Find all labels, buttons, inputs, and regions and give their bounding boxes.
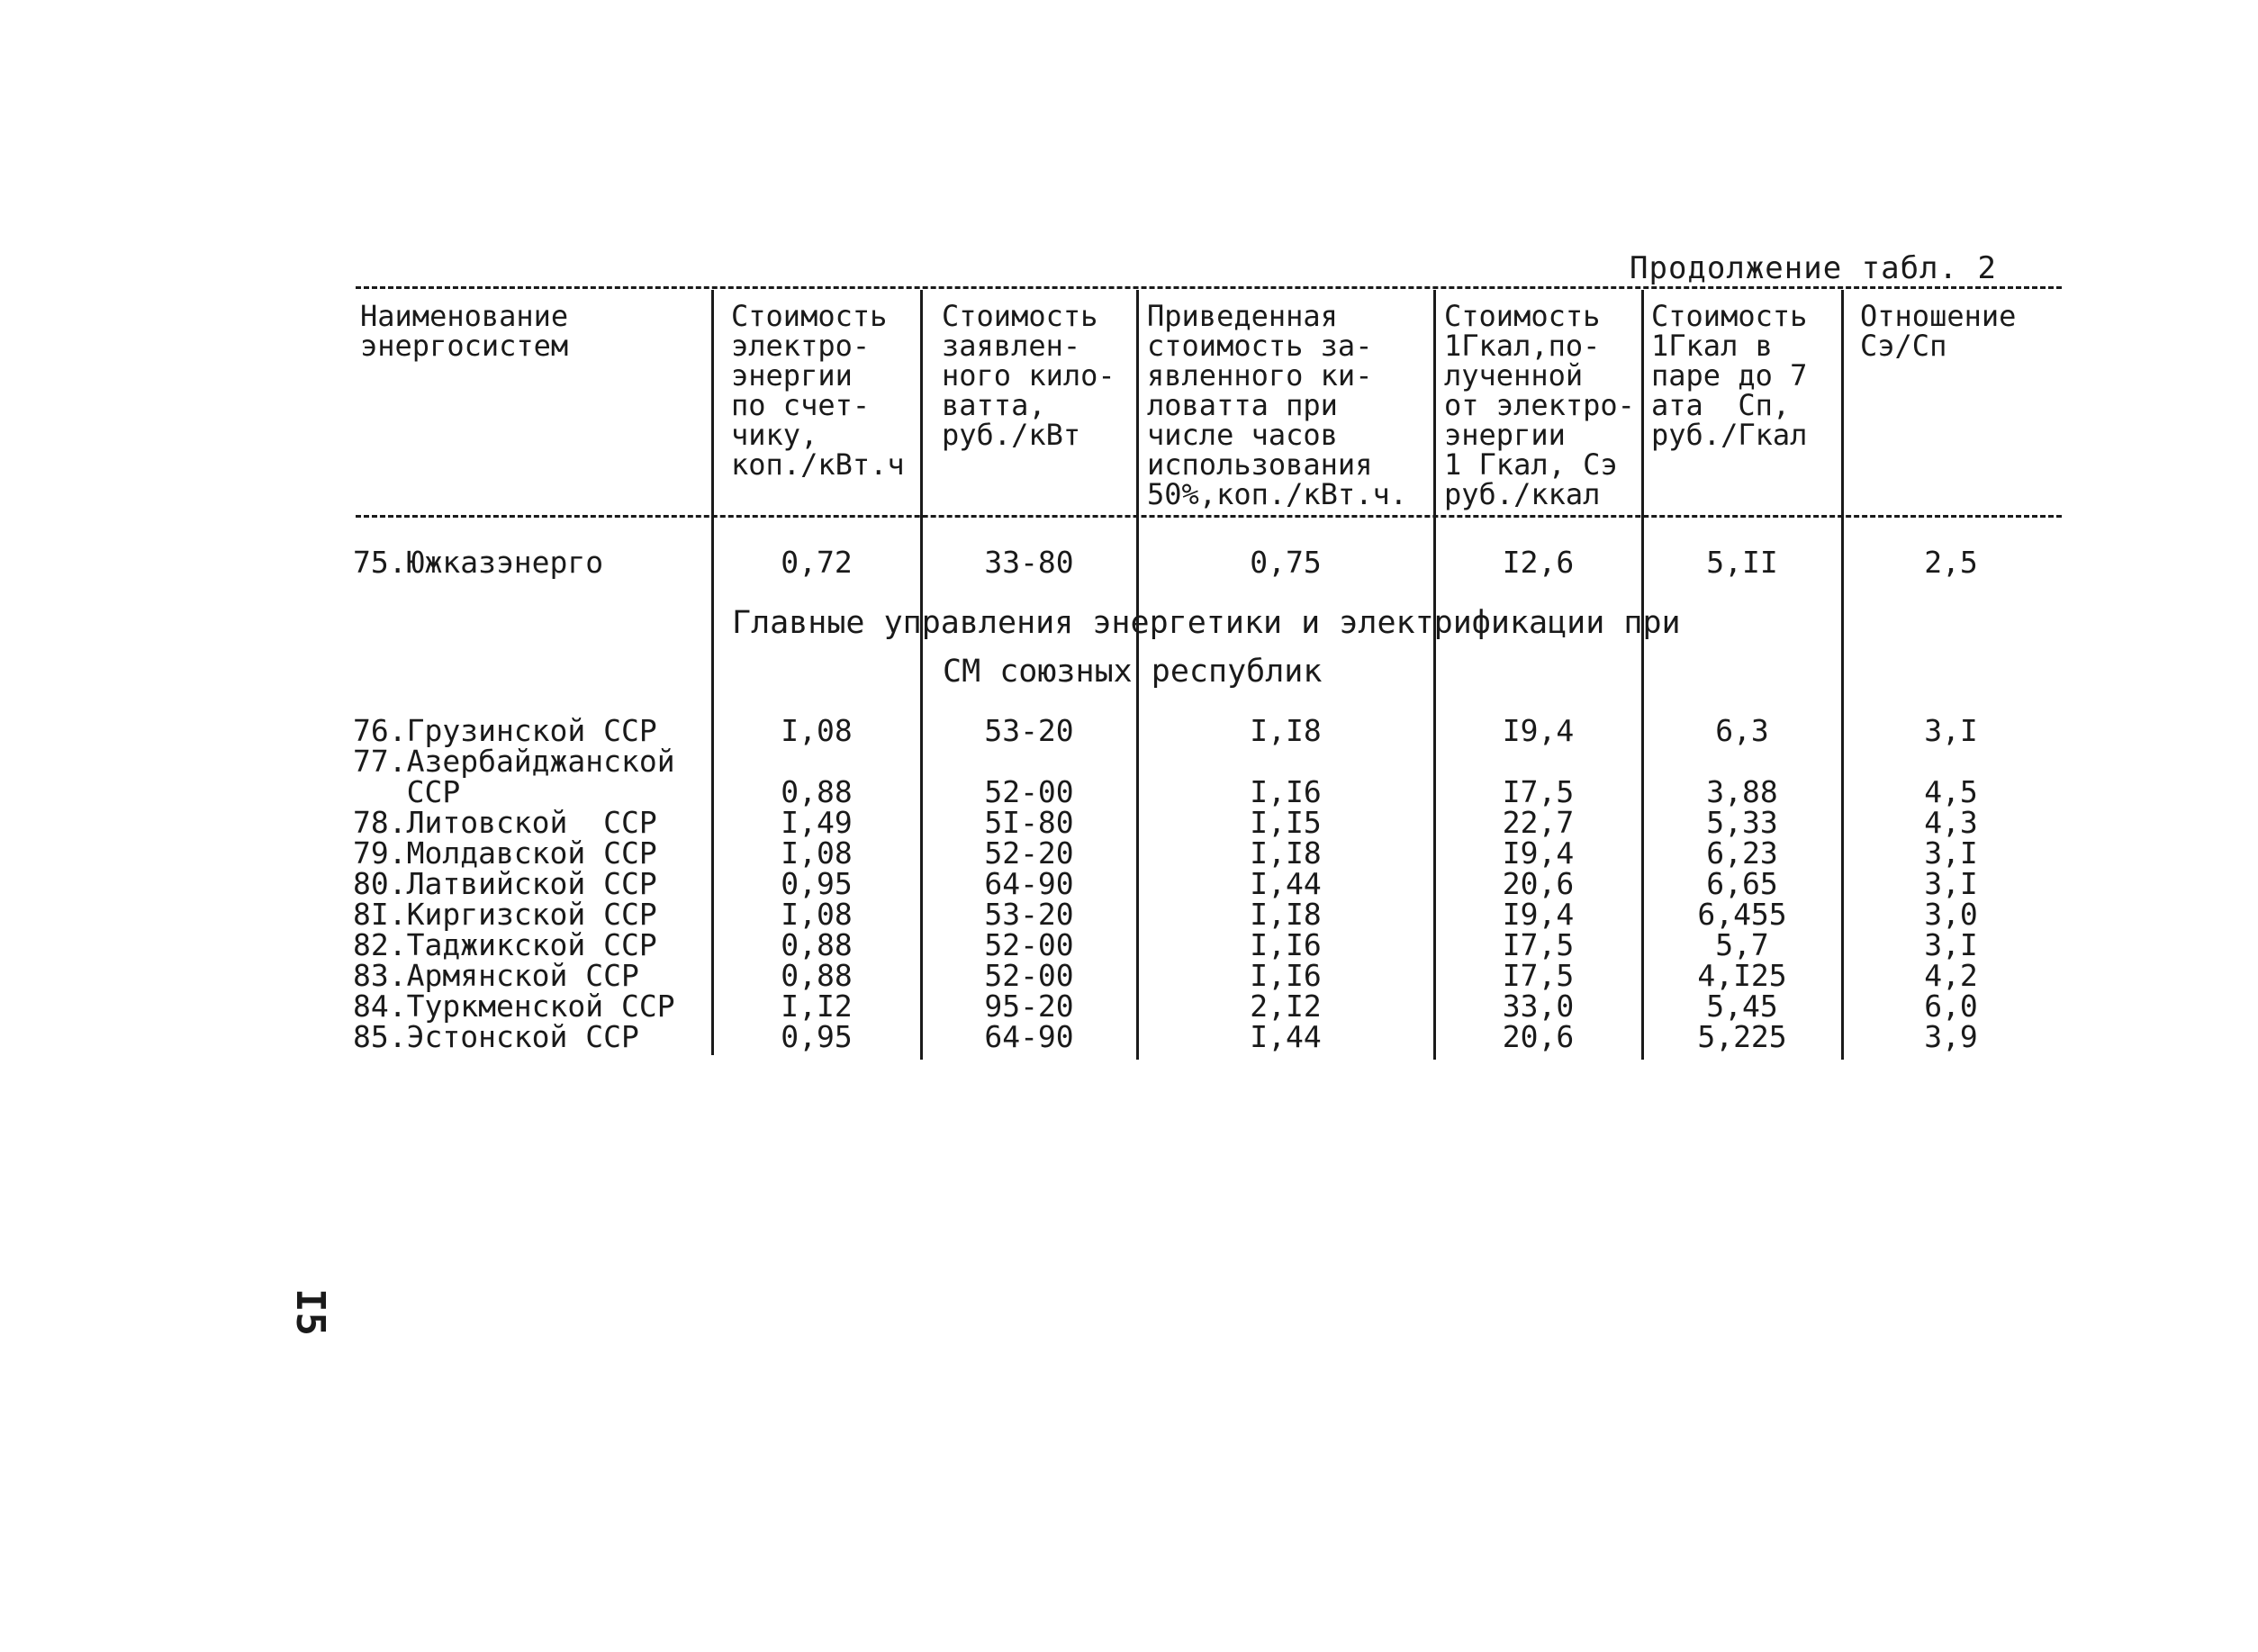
cell-ratio: 3,I xyxy=(1924,713,1978,748)
header-cost-meter: Стоимость электро- энергии по счет- чику, коп./кВт.ч xyxy=(731,299,905,482)
table-continuation-label: Продолжение табл. 2 xyxy=(1630,250,1997,286)
header-ratio: Отношение Сэ/Сп xyxy=(1860,299,2017,363)
rows-block-cost-gcal-steam: 3,88 5,33 6,23 6,65 6,455 5,7 4,I25 5,45 5,225 xyxy=(1697,774,1787,1054)
cell-cost-declared: 33-80 xyxy=(984,545,1074,580)
rows-block-names: 77.Азербайджанской ССР 78.Литовской ССР 79.Молдавской ССР 80.Латвийской ССР 8I.Киргизской ССР 82.Таджикской ССР 83.Армянской ССР 84.Туркменской ССР 85.Эстонской ССР xyxy=(353,744,675,1054)
cell-cost-gcal-electric: I2,6 xyxy=(1502,545,1575,580)
cell-reduced-cost: 0,75 xyxy=(1250,545,1322,580)
row-name: 76.Грузинской ССР xyxy=(353,713,657,748)
section-title-line2: СМ союзных республик xyxy=(943,654,1323,690)
rows-block-reduced-cost: I,I6 I,I5 I,I8 I,44 I,I8 I,I6 I,I6 2,I2 I,44 xyxy=(1250,774,1322,1054)
rows-block-ratio: 4,5 4,3 3,I 3,I 3,0 3,I 4,2 6,0 3,9 xyxy=(1924,774,1978,1054)
header-bottom-rule xyxy=(356,515,2062,518)
cell-cost-gcal-electric: I9,4 xyxy=(1502,713,1575,748)
cell-reduced-cost: I,I8 xyxy=(1250,713,1322,748)
cell-ratio: 2,5 xyxy=(1924,545,1978,580)
header-name: Наименование энергосистем xyxy=(360,299,569,363)
cell-cost-meter: I,08 xyxy=(781,713,853,748)
header-cost-declared: Стоимость заявлен- ного кило- ватта, руб./кВт xyxy=(942,299,1115,452)
cell-cost-gcal-steam: 6,3 xyxy=(1715,713,1769,748)
page-number: I5 xyxy=(286,1288,333,1336)
cell-cost-gcal-steam: 5,II xyxy=(1706,545,1778,580)
cell-cost-declared: 53-20 xyxy=(984,713,1074,748)
rows-block-cost-declared: 52-00 5I-80 52-20 64-90 53-20 52-00 52-00 95-20 64-90 xyxy=(984,774,1074,1054)
table-top-rule xyxy=(356,286,2062,289)
header-cost-gcal-electric: Стоимость 1Гкал,по- лученной от электро- энергии 1 Гкал, Сэ руб./ккал xyxy=(1444,299,1635,511)
rows-block-cost-gcal-electric: I7,5 22,7 I9,4 20,6 I9,4 I7,5 I7,5 33,0 20,6 xyxy=(1502,774,1575,1054)
section-title-line1: Главные управления энергетики и электрификации при xyxy=(732,605,1681,641)
row-name: 75.Южказэнерго xyxy=(353,545,604,580)
cell-cost-meter: 0,72 xyxy=(781,545,853,580)
header-reduced-cost: Приведенная стоимость за- явленного ки- ловатта при числе часов использования 50%,коп./кВт.ч. xyxy=(1147,299,1407,511)
rows-block-cost-meter: 0,88 I,49 I,08 0,95 I,08 0,88 0,88 I,I2 0,95 xyxy=(781,774,853,1054)
header-cost-gcal-steam: Стоимость 1Гкал в паре до 7 ата Сп, руб./Гкал xyxy=(1651,299,1808,452)
